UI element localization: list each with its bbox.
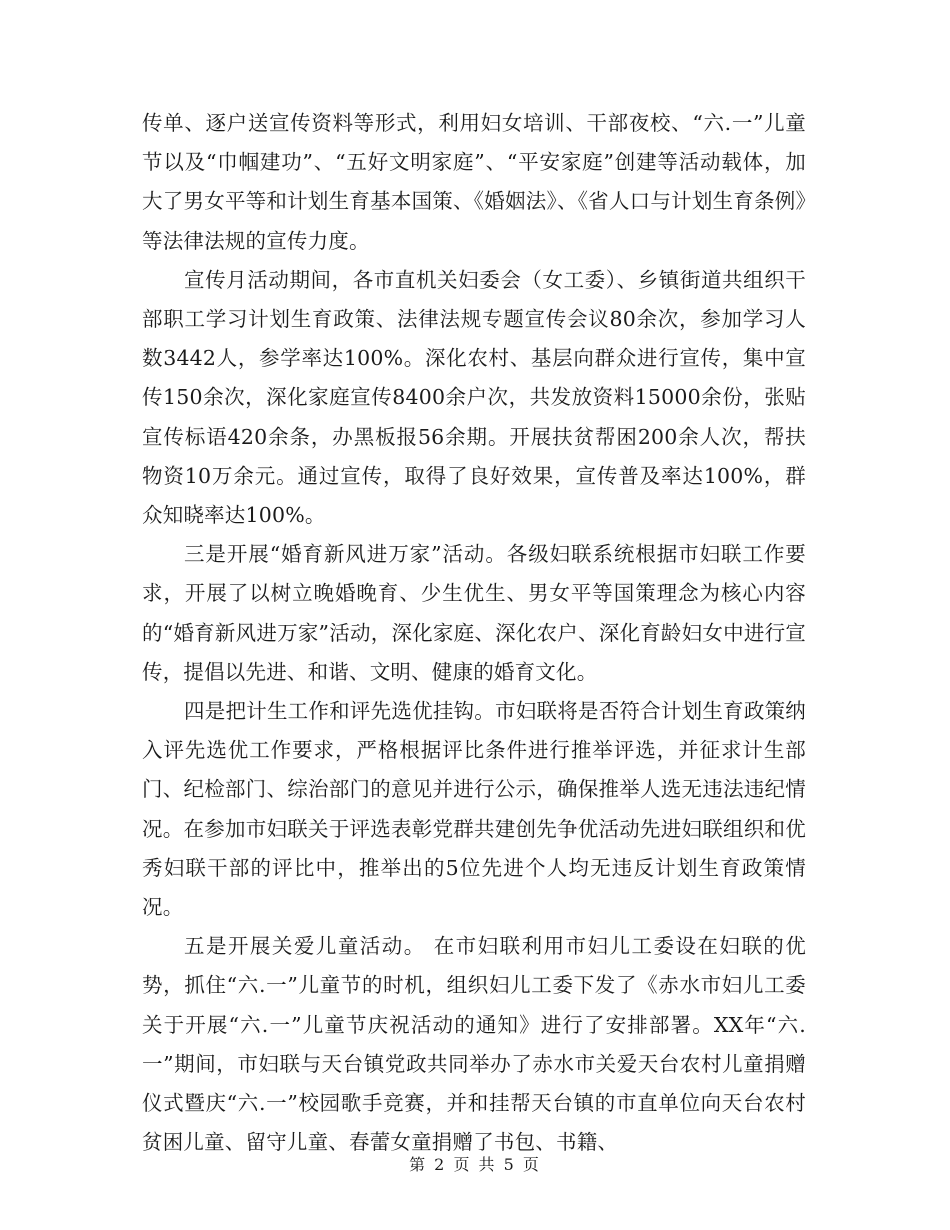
paragraph-1: 传单、逐户送宣传资料等形式，利用妇女培训、干部夜校、“六.一”儿童节以及“巾帼建功”、“五好文明家庭”、“平安家庭”创建等活动载体，加大了男女平等和计划生育基本国策、《婚姻法》、《省人口与计划生育条例》等法律法规的宣传力度。 [142, 111, 806, 253]
paragraph-2: 宣传月活动期间，各市直机关妇委会（女工委）、乡镇街道共组织干部职工学习计划生育政策、法律法规专题宣传会议80余次，参加学习人数3442人，参学率达100%。深化农村、基层向群众进行宣传，集中宣传150余次，深化家庭宣传8400余户次，共发放资料15000余份，张贴宣传标语420余条，办黑板报56余期。开展扶贫帮困200余人次，帮扶物资10万余元。通过宣传，取得了良好效果，宣传普及率达100%，群众知晓率达100%。 [142, 267, 806, 528]
page-number-footer: 第 2 页 共 5 页 [409, 1155, 541, 1174]
document-body [142, 104, 806, 1162]
paragraph-3: 三是开展“婚育新风进万家”活动。各级妇联系统根据市妇联工作要求，开展了以树立晚婚晚育、少生优生、男女平等国策理念为核心内容的“婚育新风进万家”活动，深化家庭、深化农户、深化育龄妇女中进行宣传，提倡以先进、和谐、文明、健康的婚育文化。 [142, 542, 806, 684]
paragraph-4: 四是把计生工作和评先选优挂钩。市妇联将是否符合计划生育政策纳入评先选优工作要求，严格根据评比条件进行推举评选，并征求计生部门、纪检部门、综治部门的意见并进行公示，确保推举人选无违法违纪情况。在参加市妇联关于评选表彰党群共建创先争优活动先进妇联组织和优秀妇联干部的评比中，推举出的5位先进个人均无违反计划生育政策情况。 [142, 699, 806, 920]
paragraph-5: 五是开展关爱儿童活动。 在市妇联利用市妇儿工委设在妇联的优势，抓住“六.一”儿童节的时机，组织妇儿工委下发了《赤水市妇儿工委关于开展“六.一”儿童节庆祝活动的通知》进行了安排部署。XX年“六.一”期间，市妇联与天台镇党政共同举办了赤水市关爱天台农村儿童捐赠仪式暨庆“六.一”校园歌手竞赛，并和挂帮天台镇的市直单位向天台农村贫困儿童、留守儿童、春蕾女童捐赠了书包、书籍、 [142, 934, 806, 1155]
